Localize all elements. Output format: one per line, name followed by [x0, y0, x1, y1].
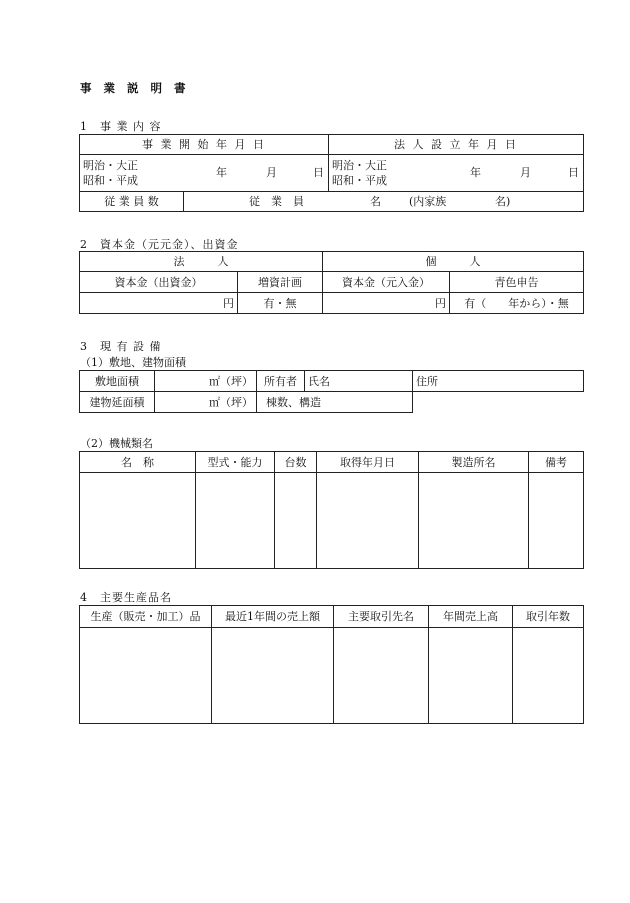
family-label: (内家族 — [409, 194, 447, 208]
era-label: 明治・大正 — [83, 159, 138, 172]
col-recent-sales: 最近1年間の売上額 — [212, 606, 334, 628]
section-4-heading: 4 主要生産品名 — [80, 591, 172, 604]
owner-address-cell: 住所 — [413, 371, 584, 392]
col-acquired: 取得年月日 — [317, 452, 419, 473]
col-model: 型式・能力 — [196, 452, 275, 473]
machinery-table — [79, 451, 584, 569]
indiv-capital-yen: 円 — [323, 293, 450, 314]
employee-count-label: 従 業 員 数 — [80, 192, 184, 212]
year-label: 年 — [470, 166, 482, 179]
blank-cell — [529, 473, 584, 569]
document-title: 事 業 説 明 書 — [80, 81, 190, 95]
col-remarks: 備考 — [529, 452, 584, 473]
employee-unit: 名 — [370, 194, 381, 208]
col-maker: 製造所名 — [419, 452, 529, 473]
corp-capital-header: 資本金（出資金） — [80, 272, 238, 293]
section-1-heading: 1 事 業 内 容 — [80, 120, 162, 133]
business-content-table — [79, 134, 584, 212]
section-3-heading: 3 現 有 設 備 — [80, 340, 162, 353]
col-name: 名 称 — [80, 452, 196, 473]
section-2-heading: 2 資本金（元元金）、出資金 — [80, 238, 239, 251]
corp-capital-yen: 円 — [80, 293, 238, 314]
site-building-table — [79, 370, 584, 413]
employee-label: 従 業 員 — [249, 194, 304, 208]
capital-plan-value: 有・無 — [238, 293, 323, 314]
blue-return-header: 青色申告 — [450, 272, 584, 293]
capital-plan-header: 増資計画 — [238, 272, 323, 293]
col-years: 取引年数 — [513, 606, 584, 628]
owner-label: 所有者 — [257, 371, 305, 392]
owner-name-cell: 氏名 — [305, 371, 413, 392]
day-label: 日 — [313, 166, 324, 179]
structure-text: 棟数、構造 — [266, 395, 321, 409]
era-label: 明治・大正 — [332, 159, 388, 172]
col-product: 生産（販売・加工）品 — [80, 606, 212, 628]
blank-cell — [334, 628, 429, 724]
era-label: 昭和・平成 — [332, 174, 388, 187]
est-date-cell — [329, 155, 584, 192]
building-area-unit: ㎡（坪） — [155, 392, 257, 413]
products-table — [79, 605, 584, 724]
blank-cell — [419, 473, 529, 569]
col-annual-sales: 年間売上高 — [429, 606, 513, 628]
indiv-capital-header: 資本金（元入金） — [323, 272, 450, 293]
blue-return-value: 有（ 年から）・無 — [450, 293, 584, 314]
col-customer: 主要取引先名 — [334, 606, 429, 628]
individual-header: 個 人 — [323, 252, 584, 272]
start-date-cell — [80, 155, 329, 192]
blank-cell — [80, 473, 196, 569]
family-unit: 名) — [495, 194, 511, 208]
structure-label — [257, 392, 413, 413]
blank-cell — [196, 473, 275, 569]
employee-count-cell — [184, 192, 584, 212]
machinery-subheading: （2）機械類名 — [80, 437, 153, 450]
blank-cell — [80, 628, 212, 724]
corp-header: 法 人 — [80, 252, 323, 272]
blank-cell — [317, 473, 419, 569]
day-label: 日 — [568, 166, 580, 179]
building-area-label: 建物延面積 — [80, 392, 155, 413]
site-area-unit: ㎡（坪） — [155, 371, 257, 392]
year-label: 年 — [216, 166, 227, 179]
est-date-header: 法 人 設 立 年 月 日 — [329, 135, 584, 155]
era-label: 昭和・平成 — [83, 174, 138, 187]
blank-cell — [413, 392, 584, 413]
site-area-label: 敷地面積 — [80, 371, 155, 392]
blank-cell — [429, 628, 513, 724]
col-count: 台数 — [275, 452, 317, 473]
site-building-subheading: （1）敷地、建物面積 — [80, 356, 186, 369]
blank-cell — [212, 628, 334, 724]
blank-cell — [513, 628, 584, 724]
start-date-header: 事 業 開 始 年 月 日 — [80, 135, 329, 155]
month-label: 月 — [520, 166, 532, 179]
month-label: 月 — [266, 166, 277, 179]
blank-cell — [275, 473, 317, 569]
capital-table — [79, 251, 584, 314]
